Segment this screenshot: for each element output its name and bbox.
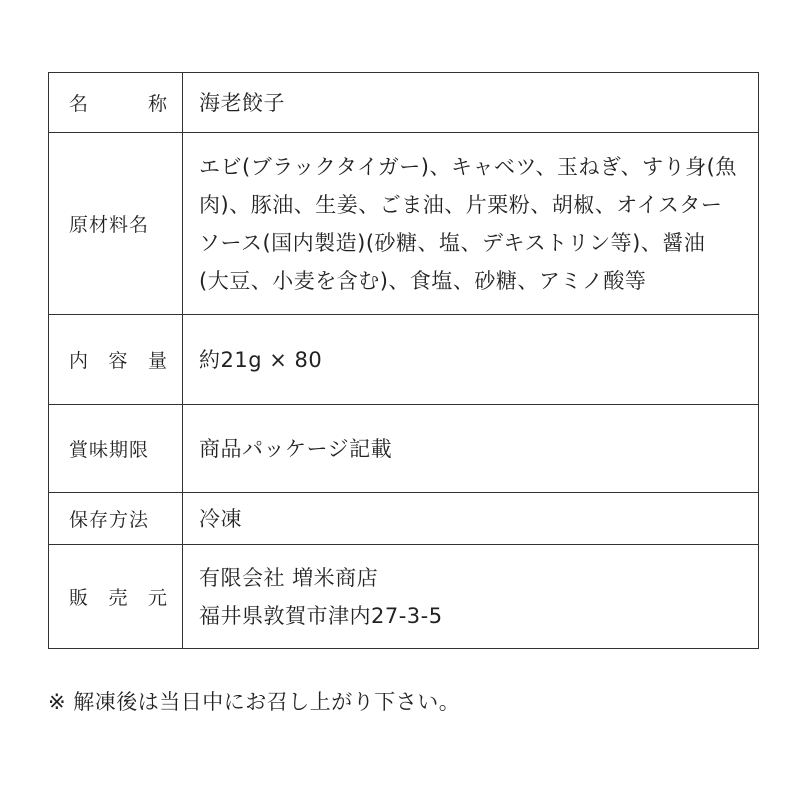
table-row-best-before — [49, 405, 759, 493]
value-line: 肉)、豚油、生姜、ごま油、片栗粉、胡椒、オイスター — [199, 192, 723, 217]
value-line: 商品パッケージ記載 — [199, 436, 393, 461]
table-row-contents — [49, 315, 759, 405]
table-row-seller — [49, 545, 759, 649]
label-storage: 保存方法 — [49, 493, 183, 545]
label-char: 容 — [108, 350, 129, 372]
value-seller — [183, 545, 759, 649]
product-info-table — [48, 72, 759, 649]
label-char: 販 — [69, 587, 90, 609]
value-line: 冷凍 — [199, 506, 242, 531]
label-ingredients: 原材料名 — [49, 133, 183, 315]
table-row-storage — [49, 493, 759, 545]
value-contents — [183, 315, 759, 405]
value-line: 約21g × 80 — [199, 347, 323, 372]
table-row-ingredients — [49, 133, 759, 315]
value-storage — [183, 493, 759, 545]
value-line: 海老餃子 — [199, 90, 285, 115]
label-char: 名 — [69, 93, 90, 115]
label-char: 量 — [147, 350, 168, 372]
value-line: (大豆、小麦を含む)、食塩、砂糖、アミノ酸等 — [199, 268, 647, 293]
label-char: 売 — [108, 587, 129, 609]
label-seller — [49, 545, 183, 649]
value-best-before — [183, 405, 759, 493]
label-product-name — [49, 73, 183, 133]
label-char: 称 — [147, 93, 168, 115]
table-row-product-name — [49, 73, 759, 133]
value-line: エビ(ブラックタイガー)、キャベツ、玉ねぎ、すり身(魚 — [199, 154, 737, 179]
thawing-note: ※ 解凍後は当日中にお召し上がり下さい。 — [48, 690, 461, 714]
value-ingredients — [183, 133, 759, 315]
value-line: 福井県敦賀市津内27-3-5 — [199, 603, 443, 628]
value-line: ソース(国内製造)(砂糖、塩、デキストリン等)、醤油 — [199, 230, 706, 255]
label-char: 元 — [147, 587, 168, 609]
label-best-before: 賞味期限 — [49, 405, 183, 493]
label-char: 内 — [69, 350, 90, 372]
value-product-name — [183, 73, 759, 133]
label-contents — [49, 315, 183, 405]
value-line: 有限会社 増米商店 — [199, 565, 379, 590]
